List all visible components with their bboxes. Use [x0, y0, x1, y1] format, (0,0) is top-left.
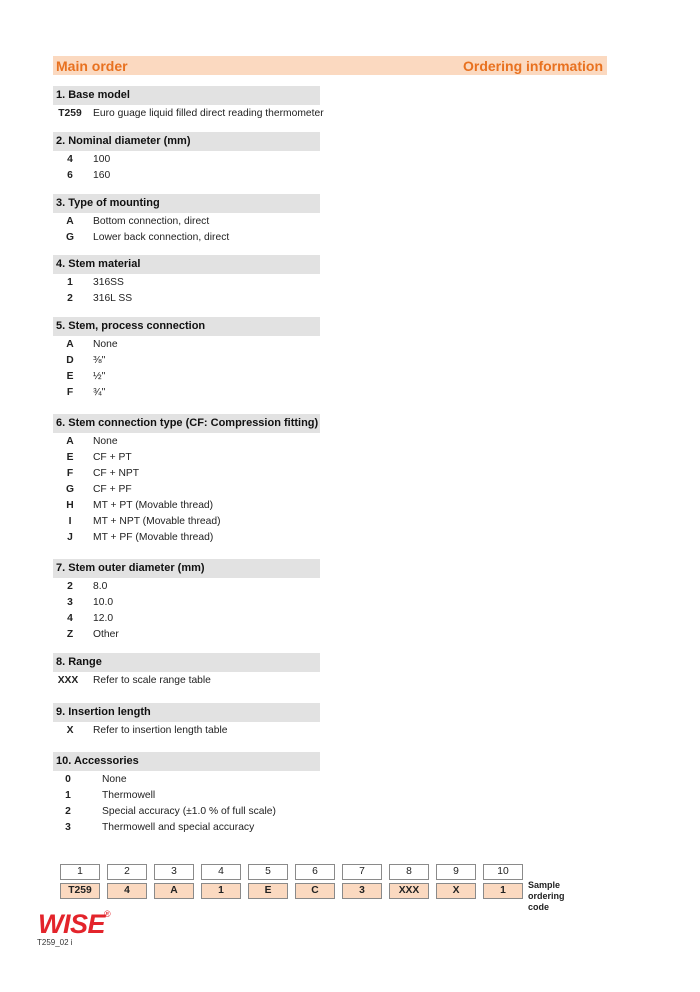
section-nominal-diameter [53, 132, 320, 184]
option-row [53, 579, 320, 595]
section-stem-connection-type [53, 414, 320, 546]
section-insertion-length [53, 703, 320, 739]
position-number-cell: 3 [154, 864, 194, 880]
logo-registered-mark: ® [104, 909, 111, 919]
option-code: A [66, 216, 74, 227]
option-desc: MT + NPT (Movable thread) [93, 516, 221, 527]
option-desc: CF + PT [93, 452, 132, 463]
option-code: 1 [65, 790, 71, 801]
option-code: 0 [65, 774, 71, 785]
option-row [53, 804, 320, 820]
position-number-cell: 6 [295, 864, 335, 880]
position-number-cell: 7 [342, 864, 382, 880]
option-desc: ½" [93, 371, 106, 382]
option-row [53, 482, 320, 498]
option-desc: Thermowell and special accuracy [102, 822, 255, 833]
option-desc: CF + PF [93, 484, 132, 495]
option-desc: MT + PT (Movable thread) [93, 500, 214, 511]
option-row [53, 466, 320, 482]
section-title: 7. Stem outer diameter (mm) [53, 559, 320, 578]
option-row [53, 498, 320, 514]
option-desc: Thermowell [102, 790, 156, 801]
section-title: 4. Stem material [53, 255, 320, 274]
section-title: 5. Stem, process connection [53, 317, 320, 336]
option-desc: None [93, 339, 118, 350]
code-value-cell: C [295, 883, 335, 899]
sample-label [528, 880, 565, 913]
option-row [53, 291, 320, 307]
option-desc: MT + PF (Movable thread) [93, 532, 214, 543]
option-code: XXX [57, 675, 79, 686]
option-row [53, 369, 320, 385]
option-desc: None [93, 436, 118, 447]
option-row [53, 611, 320, 627]
code-value-cell: 1 [201, 883, 241, 899]
option-row [53, 673, 320, 689]
option-desc: 12.0 [93, 613, 114, 624]
option-code: G [65, 484, 74, 495]
code-value-cell: X [436, 883, 476, 899]
option-code: T259 [58, 108, 82, 119]
option-code: Z [66, 629, 74, 640]
option-desc: Lower back connection, direct [93, 232, 230, 243]
option-code: 3 [67, 597, 73, 608]
option-code: A [66, 436, 74, 447]
section-title: 10. Accessories [53, 752, 320, 771]
option-row [53, 168, 320, 184]
position-number-cell: 9 [436, 864, 476, 880]
option-row [53, 385, 320, 401]
option-desc: 316L SS [93, 293, 133, 304]
code-value-cell: E [248, 883, 288, 899]
option-code: D [66, 355, 74, 366]
section-stem-outer-diameter [53, 559, 320, 643]
section-title: 1. Base model [53, 86, 320, 105]
position-number-cell: 10 [483, 864, 523, 880]
option-desc: 160 [93, 170, 111, 181]
code-value-cell: T259 [60, 883, 100, 899]
option-row [53, 772, 320, 788]
option-desc: Other [93, 629, 119, 640]
section-title: 6. Stem connection type (CF: Compression fitting) [53, 414, 320, 433]
option-desc: ¾" [93, 387, 106, 398]
option-desc: Refer to scale range table [93, 675, 211, 686]
code-value-cell: A [154, 883, 194, 899]
logo-text: WISE [38, 909, 106, 937]
option-code: 2 [65, 806, 71, 817]
section-base-model [53, 86, 324, 122]
position-number-cell: 5 [248, 864, 288, 880]
option-desc: None [102, 774, 127, 785]
section-title: 9. Insertion length [53, 703, 320, 722]
option-row [53, 230, 320, 246]
option-desc: CF + NPT [93, 468, 140, 479]
code-value-cell: 3 [342, 883, 382, 899]
option-code: H [66, 500, 74, 511]
option-desc: 316SS [93, 277, 124, 288]
ordering-information-title: Ordering information [463, 57, 603, 74]
code-value-cell: 4 [107, 883, 147, 899]
option-code: J [67, 532, 73, 543]
section-title: 8. Range [53, 653, 320, 672]
option-desc: 10.0 [93, 597, 114, 608]
option-code: A [66, 339, 74, 350]
option-desc: Bottom connection, direct [93, 216, 210, 227]
option-code: F [66, 387, 74, 398]
option-row [53, 353, 320, 369]
option-row [53, 530, 320, 546]
wise-logo [37, 907, 115, 937]
sample-label-line1: Sample [528, 880, 561, 890]
option-code: 2 [67, 581, 73, 592]
code-value-cell: XXX [389, 883, 429, 899]
section-title: 3. Type of mounting [53, 194, 320, 213]
option-code: 6 [67, 170, 73, 181]
option-row [53, 788, 320, 804]
option-desc: Special accuracy (±1.0 % of full scale) [102, 806, 276, 817]
header-bar [53, 56, 607, 75]
section-type-of-mounting [53, 194, 320, 246]
option-row [53, 514, 320, 530]
option-row [53, 106, 324, 122]
option-row [53, 820, 320, 836]
option-code: 4 [67, 154, 73, 165]
section-process-connection [53, 317, 320, 401]
option-row [53, 275, 320, 291]
option-row [53, 723, 320, 739]
option-row [53, 337, 320, 353]
main-order-title: Main order [56, 57, 128, 74]
option-desc: Refer to insertion length table [93, 725, 228, 736]
position-number-cell: 1 [60, 864, 100, 880]
code-value-cell: 1 [483, 883, 523, 899]
option-desc: 100 [93, 154, 111, 165]
option-code: 2 [67, 293, 73, 304]
footer-doc-code: T259_02 i [37, 938, 73, 947]
section-accessories [53, 752, 320, 836]
section-range [53, 653, 320, 689]
option-code: E [66, 452, 74, 463]
position-number-cell: 2 [107, 864, 147, 880]
option-row [53, 152, 320, 168]
option-desc: ⅜" [93, 355, 106, 366]
section-title: 2. Nominal diameter (mm) [53, 132, 320, 151]
option-code: 4 [67, 613, 73, 624]
option-row [53, 450, 320, 466]
option-code: 1 [67, 277, 73, 288]
option-desc: 8.0 [93, 581, 108, 592]
option-code: G [65, 232, 74, 243]
option-row [53, 214, 320, 230]
position-number-cell: 4 [201, 864, 241, 880]
option-code: X [66, 725, 74, 736]
option-code: I [68, 516, 72, 527]
option-code: F [66, 468, 74, 479]
option-code: 3 [65, 822, 71, 833]
option-row [53, 595, 320, 611]
sample-label-line2: ordering code [528, 891, 565, 912]
section-stem-material [53, 255, 320, 307]
option-row [53, 434, 320, 450]
option-desc: Euro guage liquid filled direct reading thermometer [93, 108, 324, 119]
position-number-cell: 8 [389, 864, 429, 880]
option-code: E [66, 371, 74, 382]
option-row [53, 627, 320, 643]
